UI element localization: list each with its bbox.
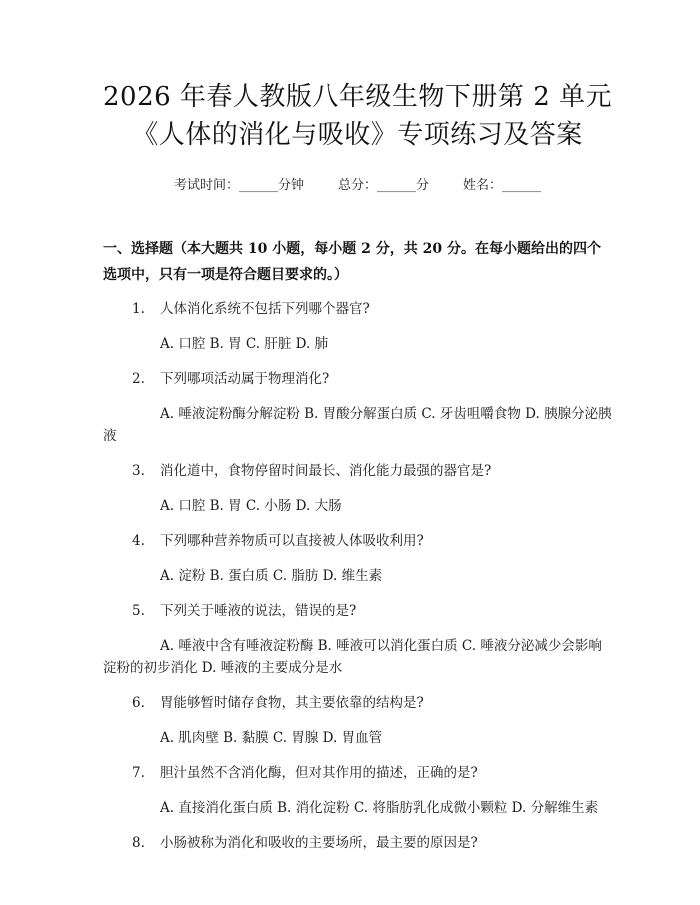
document-title xyxy=(103,78,612,154)
question-options: A. 直接消化蛋白质 B. 消化淀粉 C. 将脂肪乳化成微小颗粒 D. 分解维生素 xyxy=(160,800,599,816)
question-text: 消化道中，食物停留时间最长、消化能力最强的器官是? xyxy=(160,463,492,479)
question-options: A. 肌肉壁 B. 黏膜 C. 胃腺 D. 胃血管 xyxy=(160,730,383,746)
total-score-field: 总分：______分 xyxy=(337,178,429,193)
question-stem xyxy=(103,460,612,482)
question-number: 7. xyxy=(132,765,145,781)
question-item xyxy=(103,530,612,587)
question-stem xyxy=(103,368,612,390)
question-number: 2. xyxy=(132,371,145,387)
question-text: 胃能够暂时储存食物，其主要依靠的结构是? xyxy=(160,695,424,711)
title-line-1: 2026 年春人教版八年级生物下册第 2 单元 xyxy=(103,82,613,112)
question-list xyxy=(103,298,612,854)
question-text: 人体消化系统不包括下列哪个器官? xyxy=(160,301,370,317)
question-options: A. 唾液中含有唾液淀粉酶 B. 唾液可以消化蛋白质 C. 唾液分泌减少会影响淀粉的初步消化 D. 唾液的主要成分是水 xyxy=(103,638,602,676)
question-item xyxy=(103,460,612,517)
question-options: A. 唾液淀粉酶分解淀粉 B. 胃酸分解蛋白质 C. 牙齿咀嚼食物 D. 胰腺分泌胰液 xyxy=(103,406,612,444)
question-options: A. 口腔 B. 胃 C. 肝脏 D. 肺 xyxy=(160,336,329,352)
question-stem xyxy=(103,530,612,552)
question-stem xyxy=(103,832,612,854)
question-text: 下列哪项活动属于物理消化? xyxy=(160,371,330,387)
question-item xyxy=(103,600,612,679)
question-stem xyxy=(103,600,612,622)
section-heading-multiple-choice: 一、选择题（本大题共 10 小题，每小题 2 分，共 20 分。在每小题给出的四个选项中，只有一项是符合题目要求的。） xyxy=(103,241,601,283)
question-options: A. 淀粉 B. 蛋白质 C. 脂肪 D. 维生素 xyxy=(160,568,383,584)
question-number: 5. xyxy=(132,603,145,619)
question-options: A. 口腔 B. 胃 C. 小肠 D. 大肠 xyxy=(160,498,342,514)
question-item xyxy=(103,298,612,355)
question-stem xyxy=(103,692,612,714)
question-item xyxy=(103,692,612,749)
question-stem xyxy=(103,298,612,320)
question-number: 4. xyxy=(132,533,145,549)
question-text: 下列关于唾液的说法，错误的是? xyxy=(160,603,357,619)
question-item xyxy=(103,368,612,447)
question-text: 小肠被称为消化和吸收的主要场所，最主要的原因是? xyxy=(160,835,478,851)
question-text: 胆汁虽然不含消化酶，但对其作用的描述，正确的是? xyxy=(160,765,478,781)
title-line-2: 《人体的消化与吸收》专项练习及答案 xyxy=(132,120,583,150)
question-text: 下列哪种营养物质可以直接被人体吸收利用? xyxy=(160,533,424,549)
question-item xyxy=(103,762,612,819)
question-number: 6. xyxy=(132,695,145,711)
question-number: 3. xyxy=(132,463,145,479)
student-name-field: 姓名：______ xyxy=(463,178,542,193)
question-number: 8. xyxy=(132,835,145,851)
exam-time-field: 考试时间：______分钟 xyxy=(173,178,304,193)
question-item xyxy=(103,832,612,854)
question-number: 1. xyxy=(132,301,145,317)
question-stem xyxy=(103,762,612,784)
exam-meta xyxy=(103,176,612,196)
